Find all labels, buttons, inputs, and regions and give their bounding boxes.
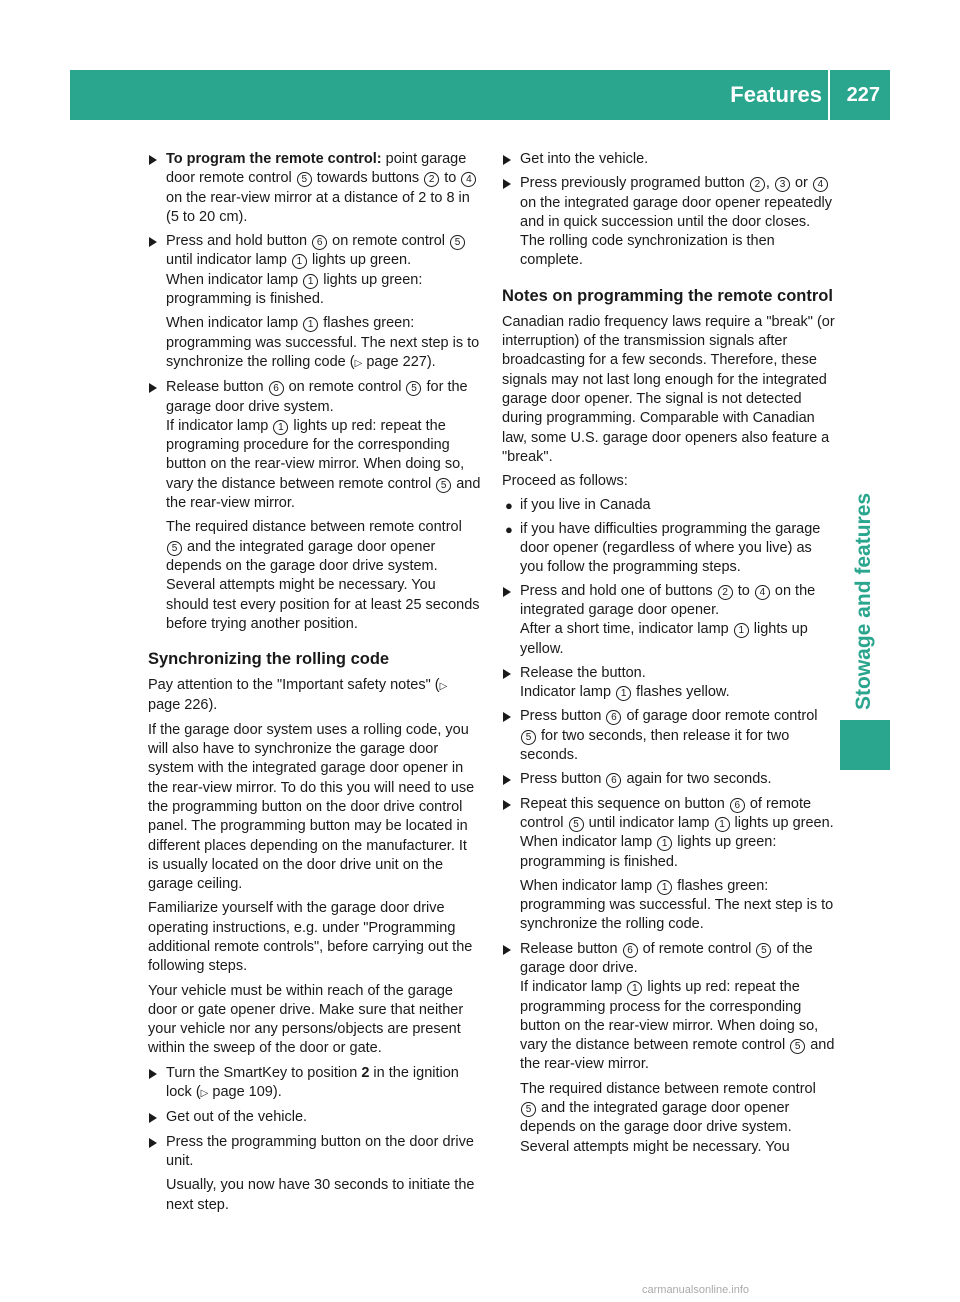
instruction-step: Turn the SmartKey to position 2 in the ignition lock (▷ page 109). <box>148 1064 481 1104</box>
page-ref-icon: ▷ <box>354 357 363 369</box>
page-ref-icon: ▷ <box>439 681 448 693</box>
step-arrow-icon <box>149 1138 157 1148</box>
right-column <box>502 150 836 1162</box>
chapter-tab-label: Stowage and features <box>852 492 875 710</box>
number-6-icon: 6 <box>312 235 327 250</box>
step-lead: To program the remote control: <box>166 151 382 167</box>
paragraph: Familiarize yourself with the garage door drive operating instructions, e.g. under "Programming additional remote controls", before carrying out the following steps. <box>148 900 473 975</box>
number-5-icon: 5 <box>521 1102 536 1117</box>
number-6-icon: 6 <box>730 798 745 813</box>
step-arrow-icon <box>149 383 157 393</box>
number-1-icon: 1 <box>627 981 642 996</box>
paragraph: Proceed as follows: <box>502 473 628 490</box>
page-header <box>70 70 890 120</box>
step-arrow-icon <box>503 669 511 679</box>
instruction-step: Press and hold one of buttons 2 to 4 on the integrated garage door opener. After a short time, indicator lamp 1 lights up yellow. <box>502 582 836 659</box>
number-6-icon: 6 <box>269 381 284 396</box>
number-5-icon: 5 <box>436 478 451 493</box>
section-heading: Notes on programming the remote control <box>502 286 833 305</box>
number-1-icon: 1 <box>303 274 318 289</box>
bullet-icon: ● <box>505 498 513 514</box>
instruction-step: To program the remote control: point garage door remote control 5 towards buttons 2 to 4 on the rear-view mirror at a distance of 2 to 8 in (5 to 20 cm). <box>148 150 481 227</box>
step-arrow-icon <box>503 775 511 785</box>
paragraph: If the garage door system uses a rolling code, you will also have to synchronize the garage door system with the integrated garage door opener in the rear-view mirror. To do this you will need to use the programming button on the door drive control panel. The programming button may be located in different places depending on the manufacturer. It is usually located on the door drive unit on the garage ceiling. <box>148 721 475 893</box>
instruction-step: Press the programming button on the door drive unit. Usually, you now have 30 seconds to initiate the next step. <box>148 1133 481 1215</box>
left-column <box>148 150 481 1220</box>
step-arrow-icon <box>503 945 511 955</box>
list-item: ● if you have difficulties programming the garage door opener (regardless of where you live) as you follow the programming steps. <box>505 520 821 576</box>
instruction-step: Press button 6 of garage door remote control 5 for two seconds, then release it for two seconds. <box>502 707 836 765</box>
section-heading: Synchronizing the rolling code <box>148 650 390 669</box>
step-arrow-icon <box>503 155 511 165</box>
number-5-icon: 5 <box>406 381 421 396</box>
instruction-step: Get into the vehicle. <box>502 150 836 169</box>
number-5-icon: 5 <box>756 943 771 958</box>
step-arrow-icon <box>149 1113 157 1123</box>
number-1-icon: 1 <box>657 836 672 851</box>
instruction-step: Release the button. Indicator lamp 1 flashes yellow. <box>502 664 836 703</box>
instruction-step: Release button 6 of remote control 5 of the garage door drive. If indicator lamp 1 lights up red: repeat the programming process for the corresponding button on the rear-view mirror. When doing so, vary the distance between remote control 5 and the rear-view mirror. The required distance between remote control 5 and the integrated garage door opener depends on the garage door drive system. Several attempts might be necessary. You <box>502 940 836 1157</box>
number-1-icon: 1 <box>734 623 749 638</box>
number-5-icon: 5 <box>569 817 584 832</box>
number-5-icon: 5 <box>167 541 182 556</box>
step-arrow-icon <box>149 1069 157 1079</box>
step-arrow-icon <box>149 237 157 247</box>
chapter-tab <box>840 380 890 710</box>
bullet-icon: ● <box>505 521 513 537</box>
watermark: carmanualsonline.info <box>642 1284 750 1296</box>
number-6-icon: 6 <box>606 710 621 725</box>
number-2-icon: 2 <box>424 172 439 187</box>
number-1-icon: 1 <box>303 317 318 332</box>
instruction-step: Repeat this sequence on button 6 of remote control 5 until indicator lamp 1 lights up green. When indicator lamp 1 lights up green: programming is finished. When indicator lamp 1 flashes green: programming was successful. The next step is to synchronize the rolling code. <box>502 795 836 935</box>
number-5-icon: 5 <box>297 172 312 187</box>
number-4-icon: 4 <box>813 177 828 192</box>
step-arrow-icon <box>149 155 157 165</box>
page-number: 227 <box>846 84 880 106</box>
number-1-icon: 1 <box>273 420 288 435</box>
step-arrow-icon <box>503 587 511 597</box>
instruction-step: Press button 6 again for two seconds. <box>502 770 836 789</box>
number-5-icon: 5 <box>450 235 465 250</box>
instruction-step: Get out of the vehicle. <box>148 1108 481 1127</box>
instruction-step: Press previously programed button 2 , 3 or 4 on the integrated garage door opener repeatedly and in quick succession until the door closes. The rolling code synchronization is then complete. <box>502 174 836 270</box>
number-4-icon: 4 <box>755 585 770 600</box>
number-5-icon: 5 <box>521 730 536 745</box>
number-6-icon: 6 <box>606 773 621 788</box>
paragraph: Canadian radio frequency laws require a "break" (or interruption) of the transmission signals after broadcasting for a few seconds. Therefore, these signals may not last long enough for the integrated garage door opener. The signal is not detected during programming. Comparable with Canadian law, some U.S. garage door openers also feature a "break". <box>502 313 835 465</box>
number-3-icon: 3 <box>775 177 790 192</box>
number-1-icon: 1 <box>616 686 631 701</box>
number-1-icon: 1 <box>715 817 730 832</box>
instruction-step: Release button 6 on remote control 5 for the garage door drive system. If indicator lamp 1 lights up red: repeat the programing procedure for the corresponding button on the rear-view mirror. When doing so, vary the distance between remote control 5 and the rear-view mirror. The required distance between remote control 5 and the integrated garage door opener depends on the garage door drive system. Several attempts might be necessary. You should test every position for at least 25 seconds before trying another position. <box>148 378 481 634</box>
page-ref-icon: ▷ <box>200 1088 209 1100</box>
paragraph: Pay attention to the "Important safety notes" (▷ page 226). <box>148 677 448 714</box>
number-1-icon: 1 <box>292 254 307 269</box>
number-5-icon: 5 <box>790 1039 805 1054</box>
paragraph: Your vehicle must be within reach of the garage door or gate opener drive. Make sure that neither your vehicle nor any persons/objects are present within the sweep of the door or gate. <box>148 982 464 1057</box>
chapter-marker-block <box>840 720 890 770</box>
number-1-icon: 1 <box>657 880 672 895</box>
step-arrow-icon <box>503 712 511 722</box>
header-divider <box>828 70 830 120</box>
list-item: ● if you live in Canada <box>502 496 836 515</box>
instruction-step: Press and hold button 6 on remote control 5 until indicator lamp 1 lights up green. When indicator lamp 1 lights up green: programming is finished. When indicator lamp 1 flashes green: programming was successful. The next step is to synchronize the rolling code (▷ page 227). <box>148 232 481 373</box>
step-arrow-icon <box>503 800 511 810</box>
number-4-icon: 4 <box>461 172 476 187</box>
number-2-icon: 2 <box>718 585 733 600</box>
number-6-icon: 6 <box>623 943 638 958</box>
number-2-icon: 2 <box>750 177 765 192</box>
step-arrow-icon <box>503 179 511 189</box>
section-title: Features <box>730 82 822 107</box>
